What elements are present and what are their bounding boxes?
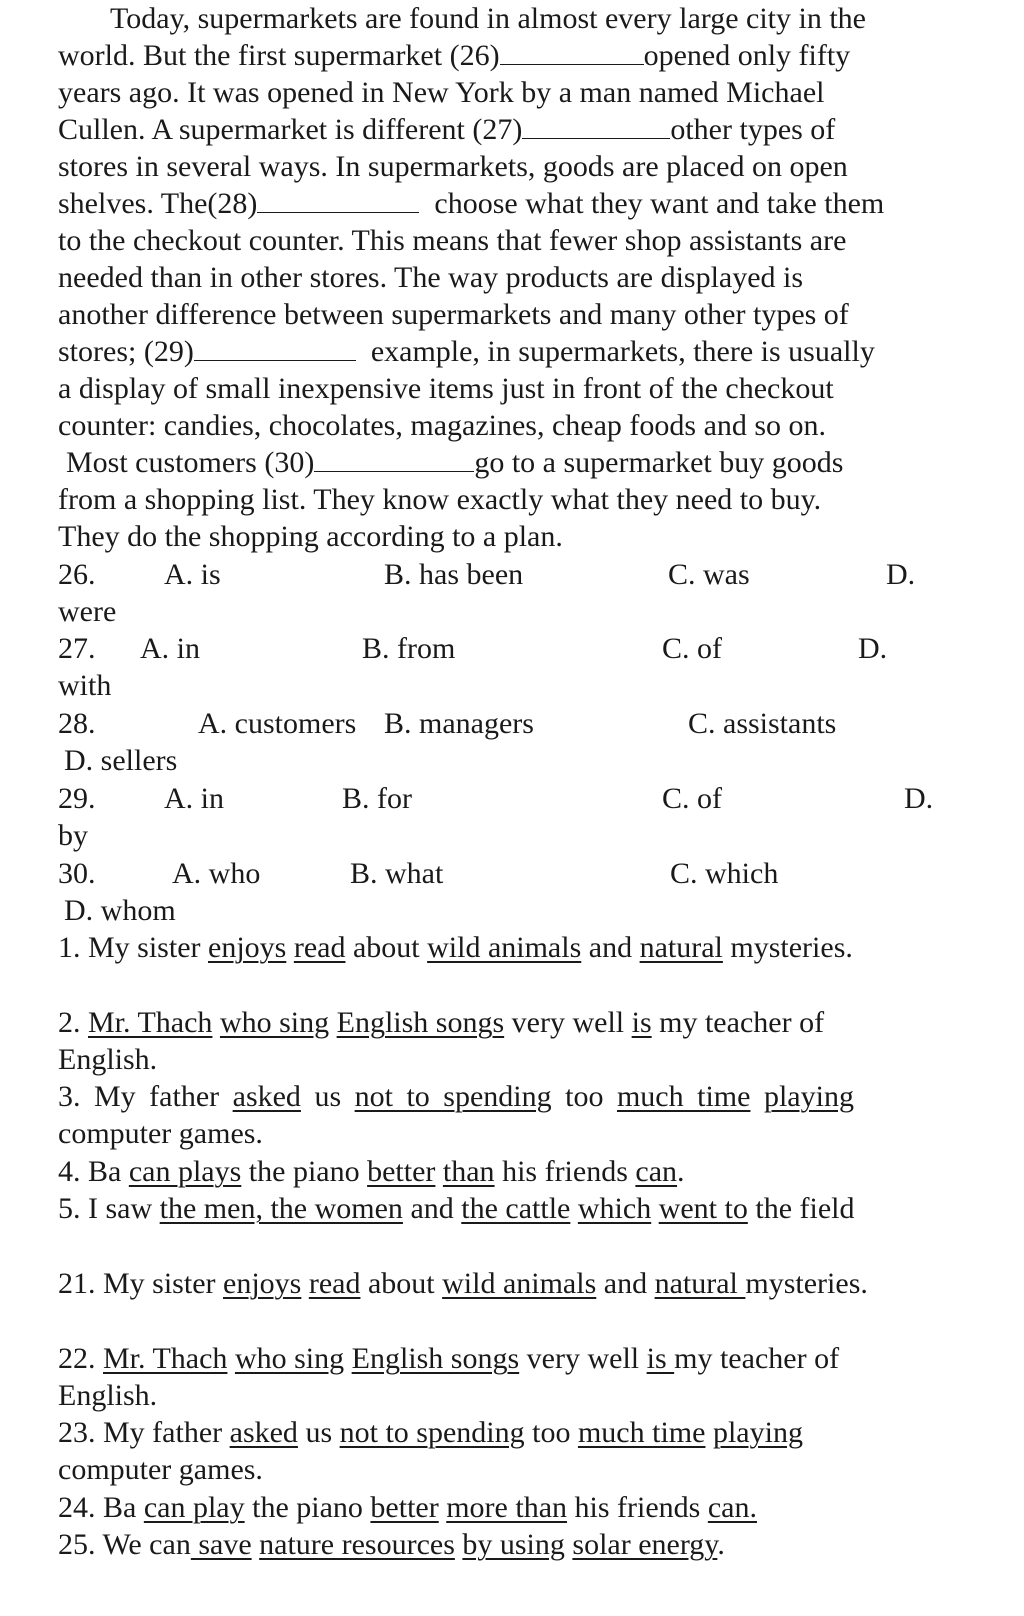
- sentence-25: 25. We can save nature resources by using solar energy.: [58, 1528, 725, 1561]
- passage-line: shelves. The(28) choose what they want and take them: [58, 187, 885, 220]
- option-b: B. managers: [384, 707, 534, 740]
- option-b: B. what: [350, 857, 444, 890]
- sentence-3-wrap: computer games.: [58, 1117, 263, 1150]
- sentence-23-wrap: computer games.: [58, 1453, 263, 1486]
- sentence-2-wrap: English.: [58, 1043, 158, 1076]
- blank-30: [314, 445, 474, 472]
- sentence-4: 4. Ba can plays the piano better than his friends can.: [58, 1155, 685, 1188]
- question-number: 26.: [58, 558, 96, 591]
- option-c: C. assistants: [688, 707, 837, 740]
- blank-29: [194, 334, 356, 361]
- blank-27: [522, 112, 670, 139]
- option-d: D.: [858, 632, 888, 665]
- option-d-wrap: by: [58, 819, 88, 852]
- blank-26: [500, 38, 644, 65]
- sentence-23: 23. My father asked us not to spending too much time playing: [58, 1416, 803, 1449]
- option-d: D.: [904, 782, 934, 815]
- option-a: A. customers: [198, 707, 357, 740]
- sentence-2: 2. Mr. Thach who sing English songs very well is my teacher of: [58, 1006, 825, 1039]
- option-d-wrap: D. sellers: [64, 744, 178, 777]
- passage-line: a display of small inexpensive items just in front of the checkout: [58, 372, 834, 405]
- question-number: 29.: [58, 782, 96, 815]
- option-d-wrap: with: [58, 669, 112, 702]
- passage-line: Most customers (30) go to a supermarket buy goods: [66, 446, 844, 479]
- passage-line: counter: candies, chocolates, magazines, cheap foods and so on.: [58, 409, 827, 442]
- passage-line: They do the shopping according to a plan.: [58, 520, 563, 553]
- passage-line: Cullen. A supermarket is different (27) other types of: [58, 113, 836, 146]
- sentence-21: 21. My sister enjoys read about wild animals and natural mysteries.: [58, 1267, 868, 1300]
- option-d-wrap: were: [58, 595, 117, 628]
- sentence-22: 22. Mr. Thach who sing English songs very well is my teacher of: [58, 1342, 840, 1375]
- option-a: A. in: [164, 782, 224, 815]
- passage-line: years ago. It was opened in New York by a man named Michael: [58, 76, 825, 109]
- option-d-wrap: D. whom: [64, 894, 176, 927]
- option-c: C. of: [662, 782, 722, 815]
- sentence-3: 3. My father asked us not to spending too much time playing: [58, 1080, 854, 1113]
- option-b: B. for: [342, 782, 412, 815]
- passage-line: to the checkout counter. This means that fewer shop assistants are: [58, 224, 847, 257]
- option-c: C. was: [668, 558, 750, 591]
- option-a: A. who: [172, 857, 261, 890]
- sentence-5: 5. I saw the men, the women and the cattle which went to the field: [58, 1192, 855, 1225]
- option-a: A. in: [140, 632, 200, 665]
- option-a: A. is: [164, 558, 221, 591]
- passage-line: stores in several ways. In supermarkets, goods are placed on open: [58, 150, 848, 183]
- passage-line: world. But the first supermarket (26) opened only fifty: [58, 39, 851, 72]
- option-c: C. of: [662, 632, 722, 665]
- option-b: B. has been: [384, 558, 524, 591]
- blank-28: [257, 186, 419, 213]
- passage-line: stores; (29) example, in supermarkets, there is usually: [58, 335, 875, 368]
- option-b: B. from: [362, 632, 456, 665]
- passage-line: Today, supermarkets are found in almost every large city in the: [110, 2, 866, 35]
- passage-line: another difference between supermarkets and many other types of: [58, 298, 849, 331]
- option-d: D.: [886, 558, 916, 591]
- passage-line: needed than in other stores. The way products are displayed is: [58, 261, 804, 294]
- sentence-22-wrap: English.: [58, 1379, 158, 1412]
- option-c: C. which: [670, 857, 779, 890]
- question-number: 30.: [58, 857, 96, 890]
- sentence-1: 1. My sister enjoys read about wild animals and natural mysteries.: [58, 931, 853, 964]
- question-number: 27.: [58, 632, 96, 665]
- passage-line: from a shopping list. They know exactly what they need to buy.: [58, 483, 822, 516]
- question-number: 28.: [58, 707, 96, 740]
- sentence-24: 24. Ba can play the piano better more than his friends can.: [58, 1491, 757, 1524]
